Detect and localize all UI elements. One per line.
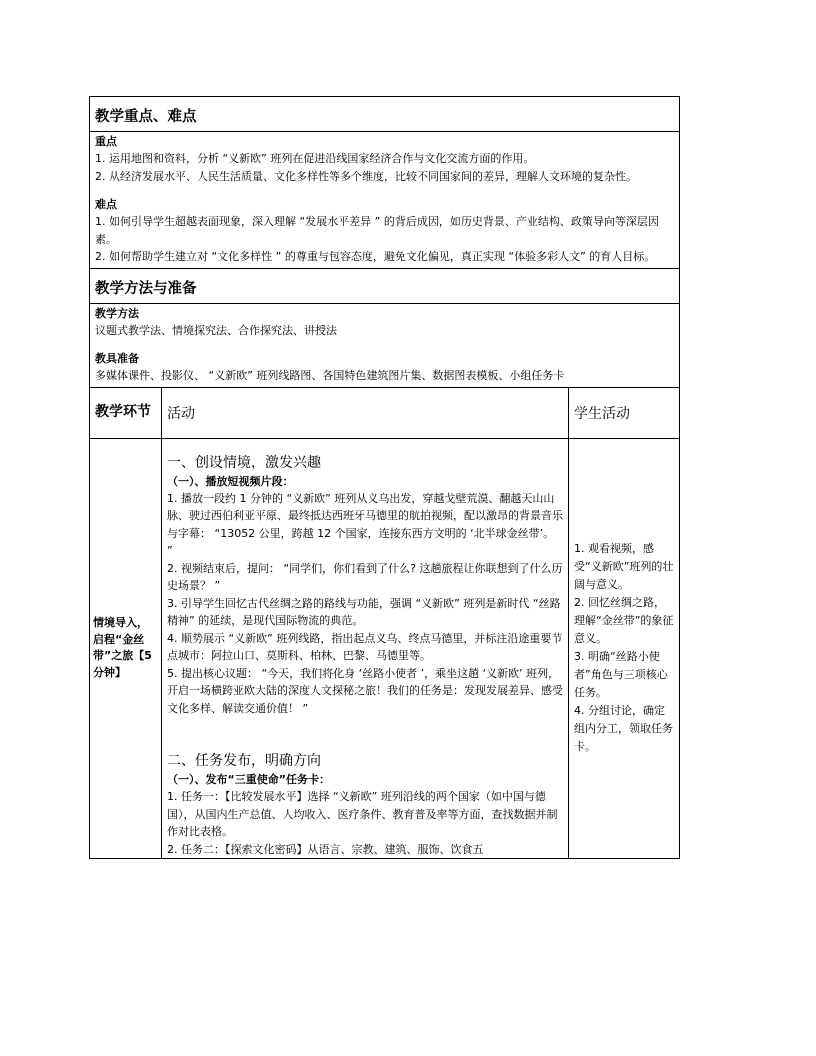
stage-name: 情境导入，启程“金丝带”之旅【5分钟】 xyxy=(90,438,162,859)
student-activity-cell xyxy=(569,438,680,859)
header-stage: 教学环节 xyxy=(90,387,162,438)
difficulty-item: 1. 如何引导学生超越表面现象，深入理解 “发展水平差异 ” 的背后成因，如历史背景、产业结构、政策导向等深层因素。 xyxy=(95,215,659,246)
student-activity-item: 4. 分组讨论，确定组内分工，领取任务卡。 xyxy=(574,704,673,754)
lesson-plan-table xyxy=(89,96,680,859)
method-label: 教学方法 xyxy=(95,306,139,320)
prep-label: 教具准备 xyxy=(95,352,139,365)
part1-subtitle: （一）、播放短视频片段： xyxy=(167,474,294,488)
key-point-item: 2. 从经济发展水平、人民生活质量、文化多样性等多个维度，比较不同国家间的差异，理解人文环境的复杂性。 xyxy=(95,169,637,183)
student-activity-item: 3. 明确“丝路小使者”角色与三项核心任务。 xyxy=(574,650,668,700)
document-page xyxy=(89,96,679,859)
method-title-row xyxy=(90,268,680,303)
student-activity-item: 1. 观看视频，感受“义新欧”班列的壮阔与意义。 xyxy=(574,542,674,592)
activity-item: 1. 任务一：【比较发展水平】选择 “义新欧” 班列沿线的两个国家（如中国与德国），从国内生产总值、人均收入、医疗条件、教育普及率等方面，查找数据并制作对比表格。 xyxy=(167,790,558,838)
method-section-title: 教学方法与准备 xyxy=(90,268,680,303)
table-header-row xyxy=(90,387,680,438)
stage-activity-cell xyxy=(162,438,569,859)
prep-text: 多媒体课件、投影仪、 “义新欧” 班列线路图、各国特色建筑图片集、数据图表模板、小组任务卡 xyxy=(95,369,565,382)
part2-title: 二、任务发布，明确方向 xyxy=(167,753,321,769)
focus-title-row xyxy=(90,97,680,132)
activity-item: 3. 引导学生回忆古代丝绸之路的路线与功能，强调 “义新欧” 班列是新时代 “丝路精神” 的延续，是现代国际物流的典范。 xyxy=(167,596,561,627)
activity-item: 1. 播放一段约 1 分钟的 “义新欧” 班列从义乌出发，穿越戈壁荒漠、翻越天山山脉、驶过西伯利亚平原、最终抵达西班牙马德里的航拍视频，配以激昂的背景音乐与字幕： “13052 公里，跨越 12 个国家，连接东西方文明的 ‘北半球金丝带’。 ” xyxy=(167,491,563,557)
student-activity-item: 2. 回忆丝绸之路，理解“金丝带”的象征意义。 xyxy=(574,596,674,646)
difficulty-item: 2. 如何帮助学生建立对 “文化多样性 ” 的尊重与包容态度，避免文化偏见，真正实现 “体验多彩人文” 的育人目标。 xyxy=(95,250,656,263)
key-points-label: 重点 xyxy=(95,135,117,148)
difficulty-label: 难点 xyxy=(95,198,117,211)
activity-item: 5. 提出核心议题： “今天，我们将化身 ‘丝路小使者 ’，乘坐这趟 ‘义新欧’ 班列，开启一场横跨亚欧大陆的深度人文探秘之旅！我们的任务是：发现发展差异、感受文化多样、解读交通价值！ ” xyxy=(167,666,563,715)
focus-section-title: 教学重点、难点 xyxy=(90,97,680,132)
method-text: 议题式教学法、情境探究法、合作探究法、讲授法 xyxy=(95,323,337,337)
activity-item: 4. 顺势展示 “义新欧” 班列线路，指出起点义乌、终点马德里，并标注沿途重要节点城市：阿拉山口、莫斯科、柏林、巴黎、马德里等。 xyxy=(167,631,563,662)
part1-title: 一、创设情境，激发兴趣 xyxy=(167,454,321,471)
activity-item: 2. 任务二：【探索文化密码】从语言、宗教、建筑、服饰、饮食五 xyxy=(167,842,484,856)
method-content-row xyxy=(90,303,680,387)
stage-row xyxy=(90,438,680,859)
activity-item: 2. 视频结束后，提问： “同学们，你们看到了什么? 这趟旅程让你联想到了什么历史场景？ ” xyxy=(167,561,563,592)
focus-content-row xyxy=(90,132,680,269)
header-student-activity: 学生活动 xyxy=(569,387,680,438)
header-activity: 活动 xyxy=(162,387,569,438)
part2-subtitle: （一）、发布“三重使命”任务卡： xyxy=(167,773,330,786)
key-point-item: 1. 运用地图和资料，分析 “义新欧” 班列在促进沿线国家经济合作与文化交流方面的作用。 xyxy=(95,152,535,165)
